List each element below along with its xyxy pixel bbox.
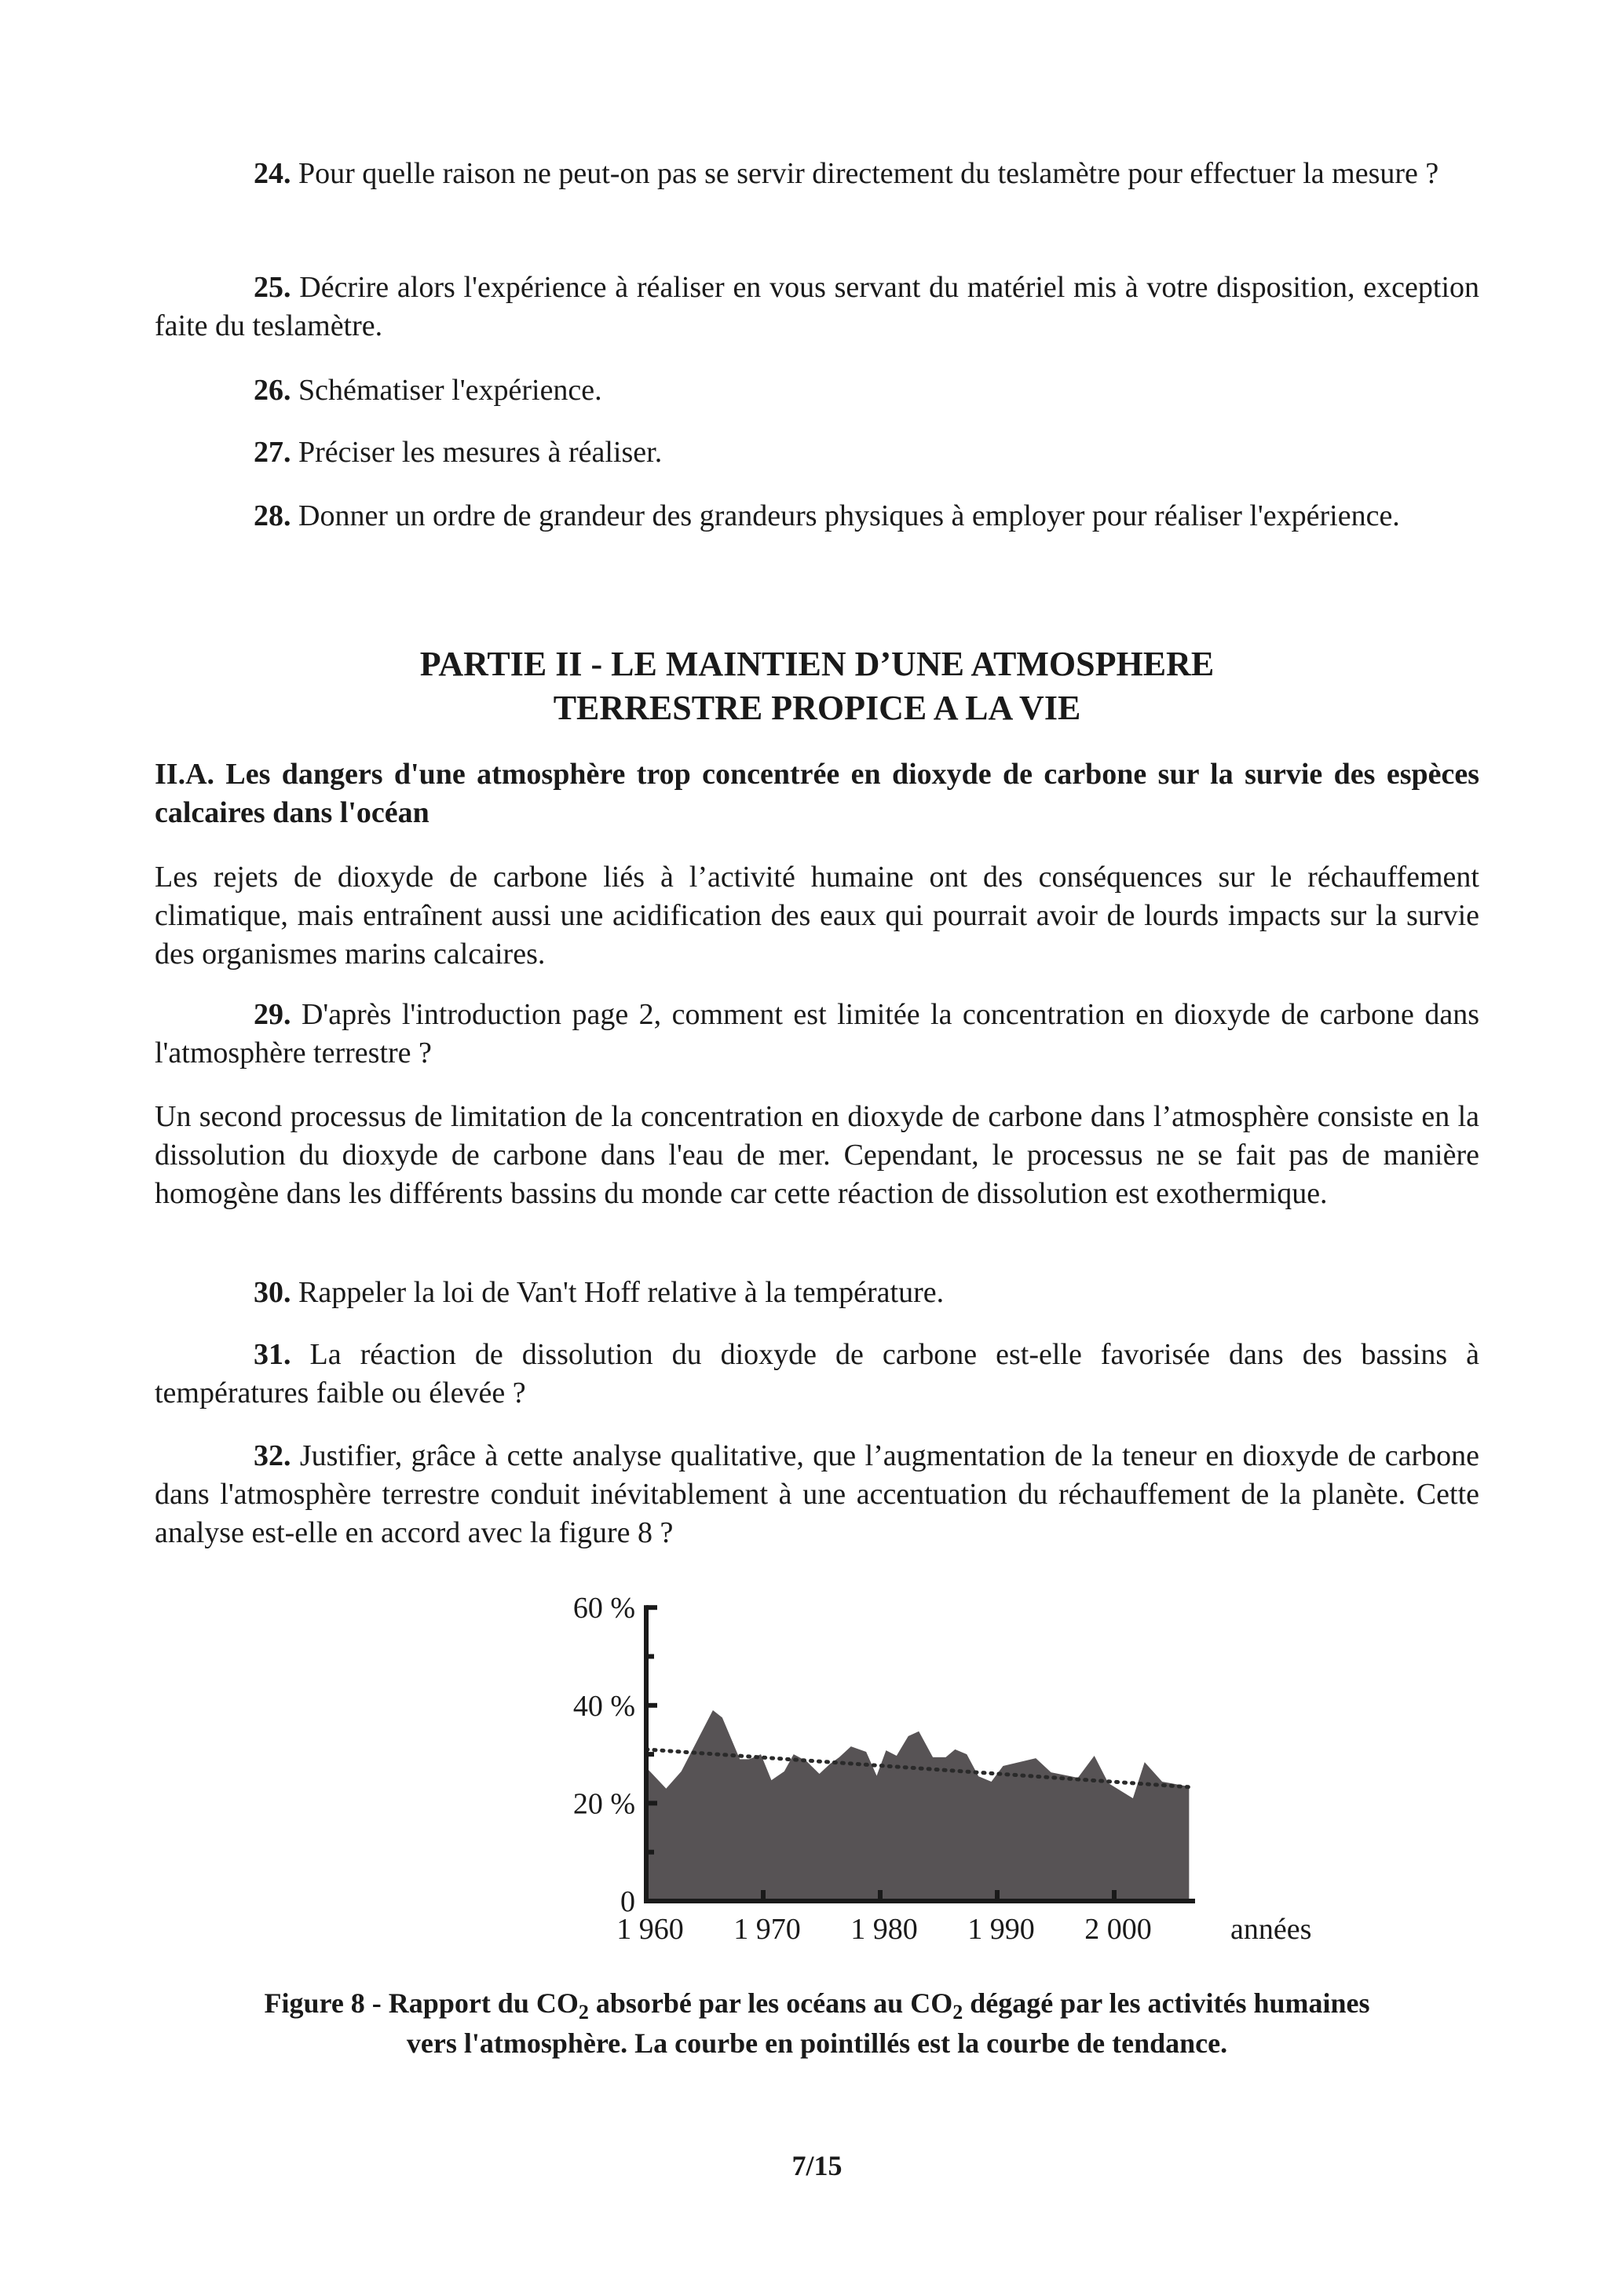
x-tick-label: 1 990: [967, 1913, 1035, 1946]
caption-subscript: 2: [578, 2001, 589, 2024]
question-number: 27.: [254, 436, 291, 469]
question-29: [155, 996, 1479, 1073]
question-25: [155, 269, 1479, 345]
question-text: Préciser les mesures à réaliser.: [291, 436, 663, 469]
x-tick-label: 1 970: [733, 1913, 801, 1946]
x-tick-label: 1 980: [850, 1913, 918, 1946]
question-number: 31.: [254, 1338, 291, 1371]
question-30: [155, 1274, 1479, 1312]
second-paragraph: Un second processus de limitation de la concentration en dioxyde de carbone dans l’atmosphère consiste en la dissolution du dioxyde de carbone dans l'eau de mer. Cependant, le processus ne se fait pas de manière homogène dans les différents bassins du monde car cette réaction de dissolution est exothermique.: [155, 1100, 1479, 1210]
question-24: [155, 155, 1479, 193]
part-title-line-2: TERRESTRE PROPICE A LA VIE: [553, 689, 1081, 727]
question-text: Donner un ordre de grandeur des grandeurs physiques à employer pour réaliser l'expérience.: [291, 499, 1400, 532]
question-number: 28.: [254, 499, 291, 532]
caption-subscript: 2: [952, 2001, 963, 2024]
y-tick-label: 20 %: [572, 1787, 635, 1821]
part-title-line-1: PARTIE II - LE MAINTIEN D’UNE ATMOSPHERE: [419, 645, 1215, 683]
trend-line: [646, 1749, 1189, 1787]
page-number: 7/15: [791, 2150, 843, 2181]
x-tick-label: 1 960: [616, 1913, 684, 1946]
question-text: D'après l'introduction page 2, comment est limitée la concentration en dioxyde de carbone dans l'atmosphère terrestre ?: [155, 998, 1479, 1069]
intro-paragraph: Les rejets de dioxyde de carbone liés à l’activité humaine ont des conséquences sur le réchauffement climatique, mais entraînent aussi une acidification des eaux qui pourrait avoir de lourds impacts sur la survie des organismes marins calcaires.: [155, 861, 1479, 971]
caption-text: Figure 8 - Rapport du CO: [264, 1987, 579, 2019]
question-number: 29.: [254, 998, 291, 1031]
question-31: [155, 1336, 1479, 1413]
question-32: [155, 1437, 1479, 1552]
question-26: [155, 371, 1479, 410]
question-text: Décrire alors l'expérience à réaliser en vous servant du matériel mis à votre disposition, exception faite du teslamètre.: [155, 271, 1479, 342]
caption-text: absorbé par les océans au CO: [588, 1987, 953, 2019]
question-text: Pour quelle raison ne peut-on pas se servir directement du teslamètre pour effectuer la mesure ?: [291, 157, 1439, 190]
question-number: 26.: [254, 374, 291, 407]
x-tick-label: 2 000: [1084, 1913, 1152, 1946]
question-number: 25.: [254, 271, 291, 304]
question-number: 24.: [254, 157, 291, 190]
y-tick-label: 0: [620, 1885, 635, 1918]
data-area: [646, 1710, 1189, 1901]
x-axis-label: années: [1230, 1913, 1312, 1946]
question-text: La réaction de dissolution du dioxyde de carbone est-elle favorisée dans des bassins à températures faible ou élevée ?: [155, 1338, 1479, 1409]
question-text: Rappeler la loi de Van't Hoff relative à la température.: [291, 1276, 945, 1309]
question-number: 32.: [254, 1439, 291, 1472]
y-tick-label: 40 %: [572, 1689, 635, 1723]
question-text: Justifier, grâce à cette analyse qualitative, que l’augmentation de la teneur en dioxyde de carbone dans l'atmosphère terrestre conduit inévitablement à une accentuation du réchauffement de la planète. Cette analyse est-elle en accord avec la figure 8 ?: [155, 1439, 1479, 1549]
figure-caption-line-2: vers l'atmosphère. La courbe en pointillés est la courbe de tendance.: [406, 2027, 1228, 2059]
question-number: 30.: [254, 1276, 291, 1309]
question-text: Schématiser l'expérience.: [291, 374, 602, 407]
question-28: [155, 497, 1479, 536]
question-27: [155, 433, 1479, 472]
figure-caption-line-1: [155, 1983, 1479, 2023]
section-title: II.A. Les dangers d'une atmosphère trop concentrée en dioxyde de carbone sur la survie des espèces calcaires dans l'océan: [155, 758, 1479, 829]
caption-text: dégagé par les activités humaines: [963, 1987, 1370, 2019]
y-tick-label: 60 %: [572, 1592, 635, 1625]
